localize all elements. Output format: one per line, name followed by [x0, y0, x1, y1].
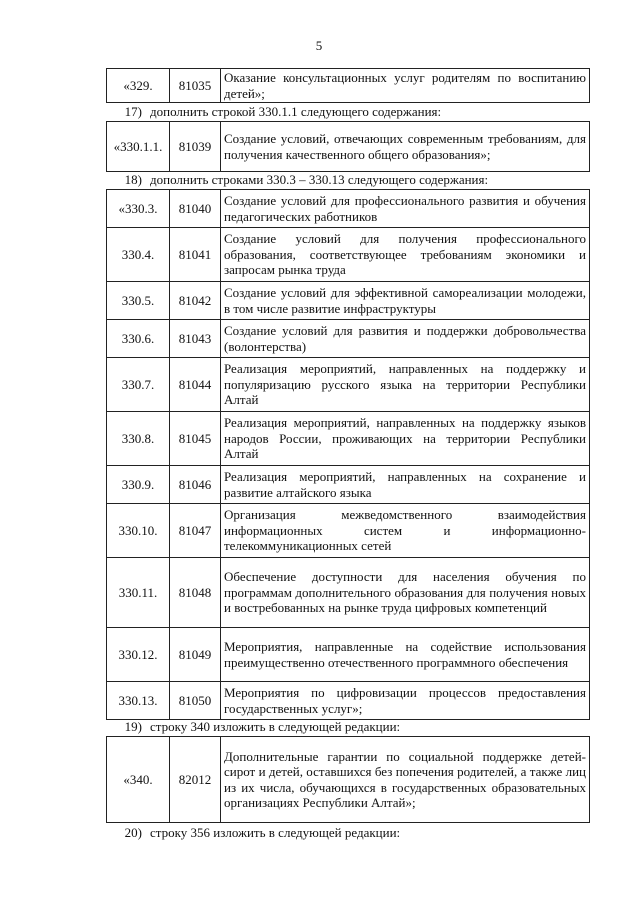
table-row: [107, 358, 590, 412]
row-text: Создание условий для профессионального развития и обучения педагогических работников: [221, 190, 590, 228]
table-row: [107, 122, 590, 172]
row-code: 81050: [170, 682, 221, 720]
table-row-329: [106, 68, 590, 103]
row-text: Оказание консультационных услуг родителям по воспитанию детей»;: [221, 69, 590, 103]
table-row: [107, 558, 590, 628]
row-text: Создание условий для получения профессионального образования, соответствующее требованиям экономики и запросам рынка труда: [221, 228, 590, 282]
paragraph-number: 17): [124, 104, 142, 119]
paragraph-text: дополнить строкой 330.1.1 следующего содержания:: [150, 104, 442, 119]
row-code: 81039: [170, 122, 221, 172]
table-row: [107, 228, 590, 282]
row-text: Мероприятия, направленные на содействие использования преимущественно отечественного программного обеспечения: [221, 628, 590, 682]
paragraph-text: строку 340 изложить в следующей редакции:: [150, 719, 401, 734]
row-code: 82012: [170, 737, 221, 823]
row-number: «329.: [107, 69, 170, 103]
row-number: 330.11.: [107, 558, 170, 628]
row-number: 330.8.: [107, 412, 170, 466]
paragraph-text: строку 356 изложить в следующей редакции:: [150, 825, 401, 840]
paragraph-text: дополнить строками 330.3 – 330.13 следующего содержания:: [150, 172, 489, 187]
table-row: [107, 737, 590, 823]
paragraph-18: [106, 172, 488, 188]
row-number: 330.12.: [107, 628, 170, 682]
table-row: [107, 320, 590, 358]
table-row-340: [106, 736, 590, 823]
page-number: 5: [315, 38, 323, 53]
row-code: 81035: [170, 69, 221, 103]
row-code: 81049: [170, 628, 221, 682]
row-code: 81040: [170, 190, 221, 228]
row-code: 81044: [170, 358, 221, 412]
row-text: Мероприятия по цифровизации процессов предоставления государственных услуг»;: [221, 682, 590, 720]
table-row: [107, 282, 590, 320]
table-row: [107, 412, 590, 466]
row-text: Реализация мероприятий, направленных на поддержку и популяризацию русского языка на территории Республики Алтай: [221, 358, 590, 412]
table-row: [107, 682, 590, 720]
paragraph-17: [106, 104, 441, 120]
row-code: 81047: [170, 504, 221, 558]
row-text: Создание условий для эффективной самореализации молодежи, в том числе развитие инфраструктуры: [221, 282, 590, 320]
row-code: 81048: [170, 558, 221, 628]
row-text: Организация межведомственного взаимодействия информационных систем и информационно-телекоммуникационных сетей: [221, 504, 590, 558]
row-code: 81045: [170, 412, 221, 466]
row-number: «330.3.: [107, 190, 170, 228]
table-row: [107, 190, 590, 228]
row-number: 330.13.: [107, 682, 170, 720]
table-row: [107, 69, 590, 103]
row-number: 330.5.: [107, 282, 170, 320]
row-code: 81046: [170, 466, 221, 504]
row-text: Реализация мероприятий, направленных на сохранение и развитие алтайского языка: [221, 466, 590, 504]
table-row: [107, 628, 590, 682]
row-code: 81041: [170, 228, 221, 282]
row-number: 330.9.: [107, 466, 170, 504]
row-text: Реализация мероприятий, направленных на поддержку языков народов России, проживающих на территории Республики Алтай: [221, 412, 590, 466]
row-number: 330.4.: [107, 228, 170, 282]
row-code: 81042: [170, 282, 221, 320]
row-text: Создание условий, отвечающих современным требованиям, для получения качественного общего образования»;: [221, 122, 590, 172]
table-row: [107, 504, 590, 558]
row-number: «330.1.1.: [107, 122, 170, 172]
row-text: Дополнительные гарантии по социальной поддержке детей-сирот и детей, оставшихся без попечения родителей, а также лиц из их числа, обучающихся в государственных образовательных организациях Республики Алтай»;: [221, 737, 590, 823]
table-rows-330-3-to-330-13: [106, 189, 590, 720]
paragraph-number: 20): [124, 825, 142, 840]
paragraph-19: [106, 719, 400, 735]
table-row: [107, 466, 590, 504]
row-text: Создание условий для развития и поддержки добровольчества (волонтерства): [221, 320, 590, 358]
row-number: 330.7.: [107, 358, 170, 412]
table-row-330-1-1: [106, 121, 590, 172]
row-number: 330.6.: [107, 320, 170, 358]
paragraph-number: 18): [124, 172, 142, 187]
paragraph-20: [106, 825, 400, 841]
row-code: 81043: [170, 320, 221, 358]
row-number: «340.: [107, 737, 170, 823]
row-number: 330.10.: [107, 504, 170, 558]
row-text: Обеспечение доступности для населения обучения по программам дополнительного образования для получения новых и востребованных на рынке труда цифровых компетенций: [221, 558, 590, 628]
paragraph-number: 19): [124, 719, 142, 734]
